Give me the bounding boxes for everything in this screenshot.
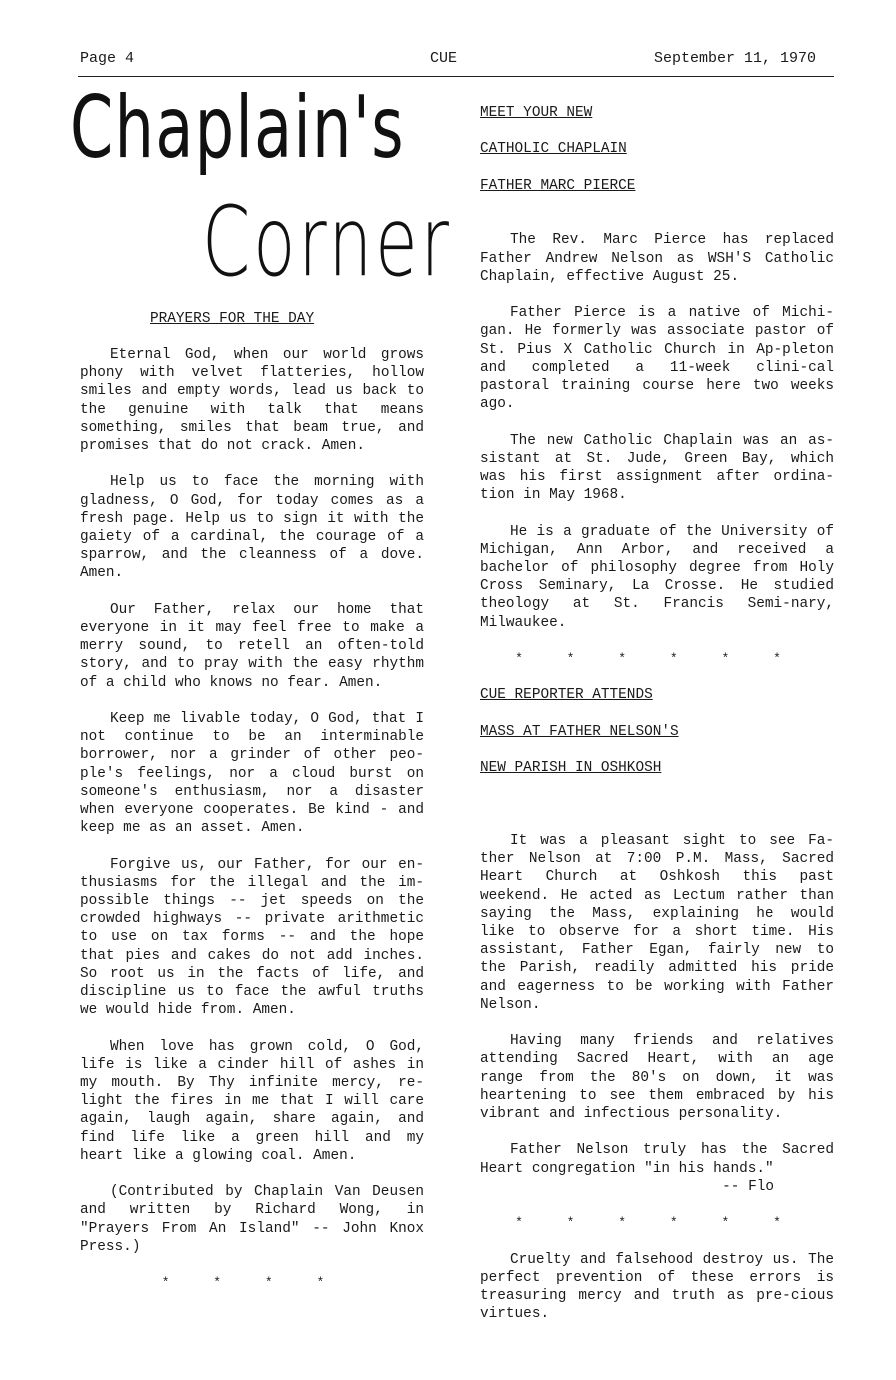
issue-date: September 11, 1970 [653,50,816,67]
article-paragraph: The Rev. Marc Pierce has replaced Father Andrew Nelson as WSH'S Catholic Chaplain, effective August 25. [480,232,834,285]
prayer-paragraph: Eternal God, when our world grows phony with velvet flatteries, hollow smiles and empty words, lead us back to the genuine with talk that means something, smiles that beam true, and promises that do not crack. Amen. [80,347,424,455]
section-divider-stars: * * * * * * [515,1215,799,1231]
section-divider-stars: * * * * * * [515,650,799,666]
article-paragraph: Father Pierce is a native of Michi-gan. He formerly was associate pastor of St. Pius X Catholic Church in Ap-pleton and completed a 11-week clini-cal pastoral training course here two weeks ago. [480,305,834,413]
prayers-heading: PRAYERS FOR THE DAY [150,311,315,327]
article-heading: MEET YOUR NEW [480,105,593,121]
article-paragraph: Father Nelson truly has the Sacred Heart congregation "in his hands." [480,1142,834,1177]
section-divider-stars: * * * * [161,1275,343,1291]
author-signature: -- Flo [722,1178,774,1195]
page-header [78,50,834,74]
right-column [480,104,834,1342]
article-heading: FATHER MARC PIERCE [480,177,636,194]
article-heading: CUE REPORTER ATTENDS [480,687,653,704]
prayer-paragraph: Keep me livable today, O God, that I not continue to be an interminable borrower, nor a grinder of other peo-ple's feelings, nor a cloud burst on someone's enthusiasm, nor a disaster when everyone cooperates. Be kind - and keep me as an asset. Amen. [80,711,424,837]
article-heading: CATHOLIC CHAPLAIN [480,141,627,158]
page-number: Page 4 [80,50,135,67]
title-line-1: Chaplain's [70,78,406,178]
article-paragraph: It was a pleasant sight to see Fa-ther Nelson at 7:00 P.M. Mass, Sacred Heart Church at Oshkosh this past weekend. He acted as Lectum rather than saying the Mass, explaining he would like to observe for a short time. His assistant, Father Egan, fairly new to the Parish, readily admitted his pride and eagerness to be working with Father Nelson. [480,832,834,1013]
article-paragraph: He is a graduate of the University of Michigan, Ann Arbor, and received a bachelor of philosophy degree from Holy Cross Seminary, La Crosse. He studied theology at St. Francis Semi-nary, Milwaukee. [480,523,834,631]
left-column [80,346,424,1311]
article-heading: NEW PARISH IN OSHKOSH [480,760,662,777]
article-paragraph: Having many friends and relatives attending Sacred Heart, with an age range from the 80's on down, it was heartening to see them embraced by his vibrant and infectious personality. [480,1033,834,1122]
article-heading: MASS AT FATHER NELSON'S [480,723,679,740]
prayer-paragraph: Help us to face the morning with gladness, O God, for today comes as a fresh page. Help us to sign it with the gaiety of a cardinal, the courage of a sparrow, and the cleanness of a dove. Amen. [80,474,424,582]
attribution-paragraph: (Contributed by Chaplain Van Deusen and written by Richard Wong, in "Prayers From An Island" -- John Knox Press.) [80,1184,424,1255]
column-title [60,78,460,308]
prayer-paragraph: Our Father, relax our home that everyone in it may feel free to make a merry sound, to retell an often-told story, and to pray with the easy rhythm of a child who knows no fear. Amen. [80,601,424,691]
prayer-paragraph: Forgive us, our Father, for our en-thusiasms for the illegal and the im-possible things -- jet speeds on the crowded highways -- private arithmetic to use on tax forms -- and the hope that pies and cakes do not add inches. So root us in the facts of life, and discipline us to face the awful truths we would hide from. Amen. [80,856,424,1019]
closing-paragraph: Cruelty and falsehood destroy us. The perfect prevention of these errors is treasuring mercy and truth as pre-cious virtues. [480,1251,834,1323]
publication-name: CUE [430,50,458,67]
header-rule [78,76,834,77]
title-line-2: Corner [202,186,452,298]
article-paragraph: The new Catholic Chaplain was an as-sistant at St. Jude, Green Bay, which was his first assignment after ordina-tion in May 1968. [480,432,834,504]
prayer-paragraph: When love has grown cold, O God, life is like a cinder hill of ashes in my mouth. By Thy infinite mercy, re-light the fires in me that I will care again, laugh again, share again, and find life like a green hill and my heart like a glowing coal. Amen. [80,1038,424,1164]
